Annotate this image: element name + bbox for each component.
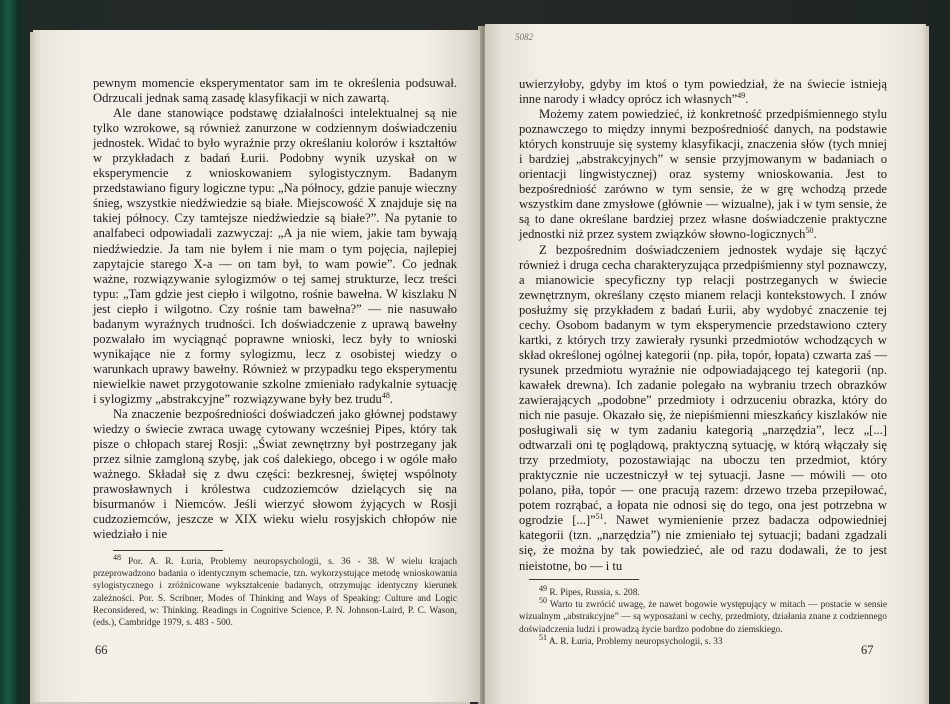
paragraph-text: Ale dane stanowiące podstawę działalności intelektualnej są nie tylko wzrokowe, są również zanurzone w codziennym doświadczeniu jednostek. Widać to było wyraźnie przy określaniu kolorów i kształtów w przykładach z badań Łurii. Podobny wynik uzyskał on w eksperymencie z wnioskowaniem sylogistycznym. Badanym przedstawiano figury logiczne typu: „Na północy, gdzie panuje wieczny śnieg, wszystkie niedźwiedzie są białe. Miejscowość X znajduje się na takiej północy. Czy tamtejsze niedźwiedzie są białe?”. Na pytanie to analfabeci odpowiadali zazwyczaj: „A ja nie wiem, jakie tam bywają niedźwiedzie. Ja tam nie byłem i nie mam o tym pojęcia, najlepiej zapytajcie starego X-a — on tam był, to wam powie”. Co jednak ważne, rozwiązywanie sylogizmów o tej samej strukturze, lecz treści typu: „Tam gdzie jest ciepło i wilgotno, rośnie bawełna. W kiszlaku N jest ciepło i wilgotno. Czy rośnie tam bawełna?” — nie nasuwało badanym wyraźnych trudności. Ich doświadczenie z uprawą bawełny pozwalało im wyciągnąć poprawne wnioski, lecz były to wnioski wynikające nie z formy sylogizmu, lecz z osobistej wiedzy o warunkach uprawy bawełny. Również w przypadku tego eksperymentu niewielkie nawet przygotowanie szkolne zmieniało radykalnie sytuację i sylogizmy „abstrakcyjne” rozwiązywane były bez trudu [93,106,457,406]
paragraph-text: Możemy zatem powiedzieć, iż konkretność przedpiśmiennego stylu poznawczego to między innymi bezpośredniość danych, na podstawie których konstruuje się systemy klasyfikacji, znaczenia słów (tych mniej i bardziej „abstrakcyjnych” w sensie przyjmowanym w badaniach o orientacji lingwistycznej) oraz systemy wnioskowania. Jest to bezpośredniość zarówno w tym sensie, że w grę wchodzą przede wszystkim dane zmysłowe (głównie — wizualne), jak i w tym sensie, że są to dane określane bardziej przez własne doświadczenie praktyczne jednostki niż przez system związków słowno-logicznych [519,107,887,242]
right-paragraph-2 [519,107,887,242]
right-page-body [519,77,887,574]
paragraph-text-cont: . Nawet wymienienie przez badacza odpowiedniej kategorii (tzn. „narzędzia”) nie zmieniało tej sytuacji; badani zgadzali się, że można by tak powiedzieć, ale od razu dodawali, że to jest nieistotne, bo — i tu [519,513,887,573]
footnote [93,552,458,629]
footnote-mark: 51 [539,632,547,642]
right-page [485,24,919,704]
footnote-text: Warto tu zwrócić uwagę, że nawet bogowie występujący w mitach — postacie w sensie wizualnym „abstrakcyjne” — są wyposażani w cechy, przedmioty, działania znane z codziennego doświadczenia ludzi i prowadzą życie bardzo podobne do ziemskiego. [519,600,887,635]
footnote [519,632,887,648]
paragraph-text: Na znaczenie bezpośredniości doświadczeń jako głównej podstawy wiedzy o świecie zwraca uwagę cytowany wcześniej Pipes, który tak pisze o chłopach starej Rosji: „Świat zewnętrzny był postrzegany jak przez silnie zamgloną szybę, jak coś dalekiego, obcego i w ogóle mało ważnego. Składał się z dwu części: bezkresnej, świętej wspólnoty prawosławnych i królestwa cudzoziemców dzielących się na bisurmanów i Niemców. Jeśli wierzyć słowom żyjących w Rosji cudzoziemców, jeszcze w XIX wieku wielu rosyjskich chłopów nie wiedziało i nie [93,407,457,542]
footnote-text: A. R. Łuria, Problemy neuropsychologii, s. 33 [548,636,723,647]
footnote [519,583,887,599]
left-page [40,30,480,702]
left-paragraph-2 [93,106,457,407]
footnote-mark: 50 [539,596,547,606]
footnote-text: Por. A. R. Łuria, Problemy neuropsychologii, s. 36 - 38. W wielu krajach przeprowadzono badania o identycznym schemacie, tzn. wykorzystujące metodę wnioskowania sylogistycznego i zróżnicowane wykształcenie badanych, otrzymując identyczny kierunek zależności. Por. S. Scribner, Modes of Thinking and Ways of Speaking: Culture and Logic Reconsidered, w: Thinking. Readings in Cognitive Science, P. N. Johnson-Laird, P. C. Wason, (eds.), Cambridge 1979, s. 483 - 500. [93,557,458,629]
footnote-ref: 49 [737,90,746,100]
footnote-rule [113,550,223,551]
footnote [519,596,887,636]
footnote-ref: 50 [805,226,814,236]
library-stamp: 5082 [515,32,533,42]
right-paragraph-3 [519,243,887,574]
footnote-mark: 48 [113,552,121,562]
paragraph-punct: . [813,227,817,242]
page-number-right: 67 [861,643,874,657]
paragraph-punct: . [389,391,394,406]
left-page-body [93,76,457,542]
right-paragraph-1 [519,77,887,107]
left-footnotes [93,552,458,629]
left-paragraph-1 [93,76,457,106]
right-footnotes [519,583,887,648]
paragraph-text: pewnym momencie eksperymentator sam im te określenia podsuwał. Odrzucali jednak samą zasadę klasyfikacji w nich zawartą. [93,76,457,106]
paragraph-text: uwierzyłoby, gdyby im ktoś o tym powiedział, że na świecie istnieją inne narody i władcy oprócz ich własnych” [519,77,887,107]
paragraph-punct: . [745,92,749,107]
footnote-mark: 49 [539,583,547,593]
footnote-ref: 48 [381,390,390,400]
page-number-left: 66 [95,643,108,657]
footnote-ref: 51 [595,512,604,522]
footnote-text: R. Pipes, Russia, s. 208. [549,588,640,598]
left-paragraph-3 [93,407,457,542]
paragraph-text: Z bezpośrednim doświadczeniem jednostek wydaje się łączyć również i druga cecha charakteryzująca przedpiśmienny styl poznawczy, a mianowicie specyficzny typ relacji postrzeganych w świecie zewnętrznym, określany często mianem relacji kontekstowych. I znów posłużmy się przykładem z badań Łurii, aby wydobyć znaczenie tej cechy. Osobom badanym w tym eksperymencie przedstawiono cztery kartki, z których trzy zawierały rysunki przedmiotów wchodzących w skład określonej ogólnej kategorii (np. piła, topór, łopata) czwarta zaś — rysunek przedmiotu wyraźnie nie odpowiadającego tej kategorii (np. kawałek drewna). Ich zadanie polegało na wybraniu trzech obrazków zawierających „podobne” przedmioty i odrzuceniu obrazka, który do nich nie pasuje. Okazało się, że niepiśmienni mieszkańcy kiszlaków nie posługiwali się w tym zadaniu kategorią „narzędzia”, lecz „[...] odtwarzali oni tę poglądową, praktyczną sytuację, w którą włączały się trzy przedmioty, pozostawiając na uboczu ten przedmiot, który praktycznie nie uczestniczył w tej sytuacji. Jasne — mówili — oto polano, piła, topór — one pracują razem: drzewo trzeba przepiłować, potem rozrąbać, a łopata nie odnosi się do tego, ona jest potrzebna w ogrodzie [...]” [519,242,887,528]
footnote-rule [529,579,639,580]
